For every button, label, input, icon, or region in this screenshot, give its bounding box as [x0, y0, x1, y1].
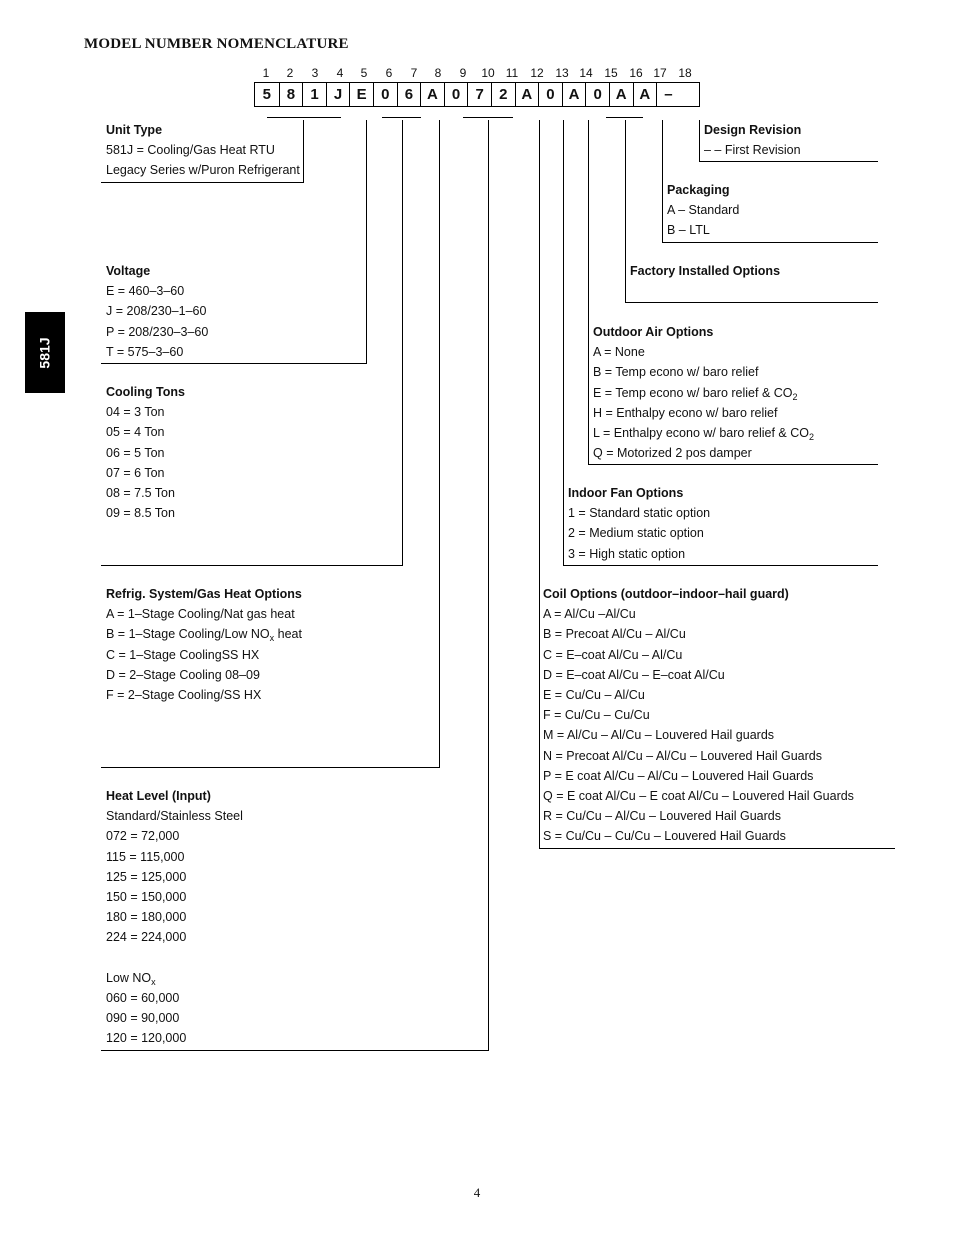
option-text: heat: [274, 627, 302, 642]
option-line: A = None: [593, 345, 645, 360]
option-line: A = Al/Cu –Al/Cu: [543, 607, 636, 622]
model-char-box: A: [633, 83, 657, 106]
option-line: C = 1–Stage CoolingSS HX: [106, 647, 260, 662]
model-char-box: 6: [397, 83, 421, 106]
section-heading: Packaging: [667, 183, 730, 197]
option-label: Standard/Stainless Steel: [106, 809, 243, 824]
side-tab-label: 581J: [37, 336, 53, 369]
option-line: P = E coat Al/Cu – Al/Cu – Louvered Hail Guards: [543, 768, 814, 783]
connector-line: [488, 120, 489, 1051]
page-title: MODEL NUMBER NOMENCLATURE: [84, 36, 349, 52]
unit-type-section: [106, 120, 300, 181]
side-tab: [25, 312, 65, 393]
connector-line: [439, 120, 440, 768]
position-number: 8: [434, 66, 442, 80]
option-line: B – LTL: [667, 223, 710, 238]
option-line: 09 = 8.5 Ton: [106, 506, 175, 521]
connector-line: [101, 565, 403, 566]
position-number: 14: [579, 66, 593, 80]
position-number: 16: [629, 66, 643, 80]
position-number: 13: [555, 66, 569, 80]
option-text: Low NO: [106, 970, 152, 985]
heat-level-section: [106, 786, 243, 1048]
option-line: D = 2–Stage Cooling 08–09: [106, 667, 260, 682]
position-number: 6: [385, 66, 393, 80]
subscript: x: [269, 633, 275, 644]
cooling-tons-section: [106, 382, 185, 523]
option-line: 3 = High static option: [568, 546, 686, 561]
option-line: T = 575–3–60: [106, 344, 184, 359]
option-line: – – First Revision: [704, 143, 801, 158]
option-line: R = Cu/Cu – Al/Cu – Louvered Hail Guards: [543, 809, 781, 824]
connector-line: [699, 161, 878, 162]
position-number: 4: [336, 66, 344, 80]
position-number: 11: [505, 66, 519, 80]
option-line: 581J = Cooling/Gas Heat RTU: [106, 143, 275, 158]
option-line: J = 208/230–1–60: [106, 304, 207, 319]
group-underline: [267, 117, 341, 118]
position-number: 9: [459, 66, 467, 80]
model-char-box: 0: [373, 83, 397, 106]
outdoor-air-section: [593, 322, 814, 463]
option-line: Legacy Series w/Puron Refrigerant: [106, 163, 300, 178]
option-line: 06 = 5 Ton: [106, 445, 165, 460]
option-line: 1 = Standard static option: [568, 506, 711, 521]
factory-options-section: [630, 261, 780, 281]
position-number: 1: [262, 66, 270, 80]
voltage-section: [106, 261, 208, 362]
option-line: Q = Motorized 2 pos damper: [593, 446, 752, 461]
option-line: 08 = 7.5 Ton: [106, 486, 175, 501]
subscript: 2: [808, 432, 814, 443]
connector-line: [101, 182, 304, 183]
connector-line: [539, 848, 895, 849]
model-char-box: 8: [279, 83, 303, 106]
section-heading: Outdoor Air Options: [593, 325, 714, 339]
connector-line: [402, 120, 403, 566]
option-line: D = E–coat Al/Cu – E–coat Al/Cu: [543, 667, 725, 682]
connector-line: [625, 120, 626, 303]
option-line: [593, 383, 814, 403]
option-line: 125 = 125,000: [106, 869, 187, 884]
position-number: 7: [410, 66, 418, 80]
subscript: x: [151, 976, 156, 987]
option-label: [106, 968, 243, 988]
option-line: 072 = 72,000: [106, 829, 180, 844]
option-line: B = Temp econo w/ baro relief: [593, 365, 759, 380]
option-line: H = Enthalpy econo w/ baro relief: [593, 405, 778, 420]
position-number: 5: [360, 66, 368, 80]
section-heading: Factory Installed Options: [630, 264, 781, 278]
indoor-fan-section: [568, 483, 710, 564]
model-char-box: 2: [491, 83, 515, 106]
option-line: F = 2–Stage Cooling/SS HX: [106, 688, 262, 703]
connector-line: [563, 565, 878, 566]
model-char-box: 1: [302, 83, 326, 106]
position-number: 2: [286, 66, 294, 80]
group-underline: [382, 117, 421, 118]
option-line: 120 = 120,000: [106, 1031, 187, 1046]
model-char-box: J: [326, 83, 350, 106]
section-heading: Coil Options (outdoor–indoor–hail guard): [543, 587, 789, 601]
option-line: F = Cu/Cu – Cu/Cu: [543, 708, 650, 723]
connector-line: [588, 120, 589, 465]
section-heading: Voltage: [106, 264, 151, 278]
option-line: 05 = 4 Ton: [106, 425, 165, 440]
section-heading: Refrig. System/Gas Heat Options: [106, 587, 302, 601]
option-line: 224 = 224,000: [106, 930, 187, 945]
connector-line: [563, 120, 564, 566]
option-line: 2 = Medium static option: [568, 526, 704, 541]
section-heading: Design Revision: [704, 123, 802, 137]
model-char-box: A: [609, 83, 633, 106]
option-line: P = 208/230–3–60: [106, 324, 209, 339]
section-heading: Cooling Tons: [106, 385, 185, 399]
group-underline: [463, 117, 513, 118]
position-number: 17: [653, 66, 667, 80]
subscript: 2: [792, 391, 798, 402]
page-number: 4: [473, 1185, 481, 1200]
option-line: 180 = 180,000: [106, 910, 187, 925]
connector-line: [303, 120, 304, 183]
option-line: Q = E coat Al/Cu – E coat Al/Cu – Louvered Hail Guards: [543, 789, 854, 804]
design-revision-section: [704, 120, 801, 160]
connector-line: [625, 302, 878, 303]
connector-line: [101, 1050, 489, 1051]
packaging-section: [667, 180, 739, 241]
section-heading: Unit Type: [106, 123, 163, 137]
model-char-box: A: [420, 83, 444, 106]
connector-line: [539, 120, 540, 849]
position-number: 10: [481, 66, 495, 80]
option-text: L = Enthalpy econo w/ baro relief & CO: [593, 426, 809, 441]
option-line: B = Precoat Al/Cu – Al/Cu: [543, 627, 686, 642]
position-number: 15: [604, 66, 618, 80]
option-line: C = E–coat Al/Cu – Al/Cu: [543, 647, 683, 662]
option-line: M = Al/Cu – Al/Cu – Louvered Hail guards: [543, 728, 775, 743]
model-char-box: 7: [467, 83, 491, 106]
spacer: [106, 948, 243, 968]
position-number: 18: [678, 66, 692, 80]
model-char-box: 0: [585, 83, 609, 106]
model-char-box: 0: [444, 83, 468, 106]
option-line: S = Cu/Cu – Cu/Cu – Louvered Hail Guards: [543, 829, 786, 844]
connector-line: [662, 120, 663, 243]
option-line: E = 460–3–60: [106, 284, 185, 299]
model-number-boxes: [254, 82, 700, 107]
position-number: 12: [530, 66, 544, 80]
model-char-box: A: [515, 83, 539, 106]
connector-line: [588, 464, 878, 465]
section-heading: Heat Level (Input): [106, 789, 211, 803]
refrig-section: [106, 584, 302, 705]
option-line: 150 = 150,000: [106, 890, 187, 905]
model-char-box: E: [349, 83, 373, 106]
model-char-box: –: [656, 83, 680, 106]
option-line: 115 = 115,000: [106, 849, 185, 864]
connector-line: [699, 120, 700, 162]
option-text: E = Temp econo w/ baro relief & CO: [593, 385, 793, 400]
model-char-box: A: [562, 83, 586, 106]
coil-options-section: [543, 584, 854, 847]
option-line: A – Standard: [667, 203, 740, 218]
connector-line: [366, 120, 367, 364]
option-line: [593, 423, 814, 443]
section-heading: Indoor Fan Options: [568, 486, 684, 500]
connector-line: [101, 363, 367, 364]
model-char-box: 0: [538, 83, 562, 106]
option-line: E = Cu/Cu – Al/Cu: [543, 688, 645, 703]
connector-line: [101, 767, 440, 768]
option-line: 090 = 90,000: [106, 1011, 180, 1026]
option-line: A = 1–Stage Cooling/Nat gas heat: [106, 607, 295, 622]
model-char-box: 5: [262, 86, 271, 103]
option-line: 060 = 60,000: [106, 990, 180, 1005]
option-text: B = 1–Stage Cooling/Low NO: [106, 627, 270, 642]
connector-line: [662, 242, 878, 243]
option-line: 04 = 3 Ton: [106, 405, 165, 420]
group-underline: [606, 117, 643, 118]
option-line: [106, 624, 302, 644]
option-line: N = Precoat Al/Cu – Al/Cu – Louvered Hail Guards: [543, 748, 822, 763]
position-number: 3: [311, 66, 319, 80]
option-line: 07 = 6 Ton: [106, 465, 165, 480]
